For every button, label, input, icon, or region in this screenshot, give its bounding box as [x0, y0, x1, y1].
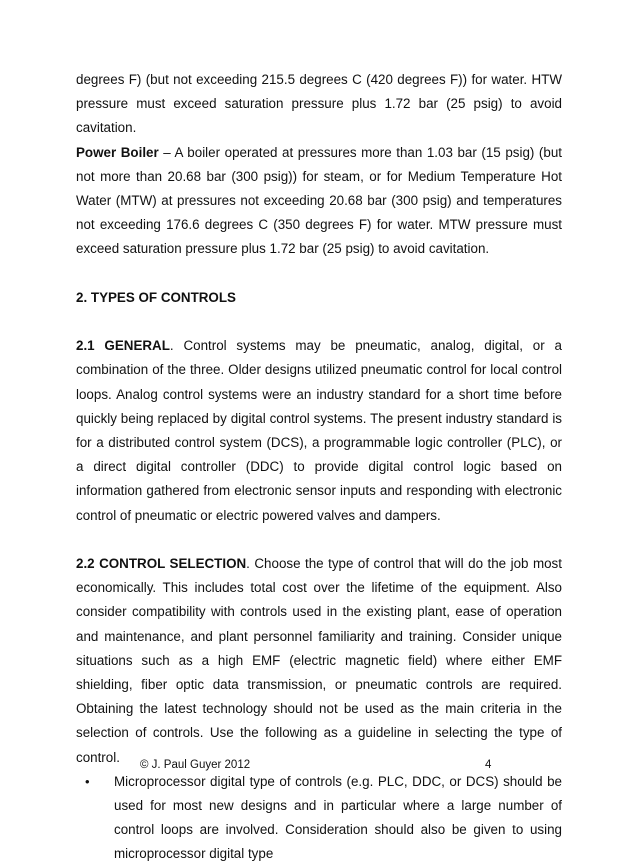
power-boiler-term: Power Boiler: [76, 144, 159, 160]
spacer: [76, 262, 562, 286]
page-number: 4: [485, 759, 492, 771]
power-boiler-definition: [76, 141, 562, 262]
section-2-2-paragraph: [76, 552, 562, 770]
spacer: [76, 528, 562, 552]
section-2-2-label: 2.2 CONTROL SELECTION: [76, 556, 247, 572]
power-boiler-text: – A boiler operated at pressures more than 1.03 bar (15 psig) (but not more than 20.68 bar (300 psig)) for steam, or for Medium Temperature Hot Water (MTW) at pressures not exceeding 20.68 bar (300 psig) and temperatures not exceeding 176.6 degrees C (350 degrees F) for water. MTW pressure must exceed saturation pressure plus 1.72 bar (25 psig) to avoid cavitation.: [76, 144, 562, 257]
section-2-1-paragraph: [76, 334, 562, 528]
intro-paragraph: degrees F) (but not exceeding 215.5 degrees C (420 degrees F)) for water. HTW pressure must exceed saturation pressure plus 1.72 bar (25 psig) to avoid cavitation.: [76, 72, 562, 136]
list-item: [85, 770, 562, 867]
spacer: [76, 310, 562, 334]
document-page: [76, 68, 562, 867]
section-2-1-label: 2.1 GENERAL: [76, 338, 170, 354]
footer-copyright: © J. Paul Guyer 2012: [140, 759, 251, 771]
bullet-text: Microprocessor digital type of controls (e.g. PLC, DDC, or DCS) should be used for most new designs and in particular where a large number of control loops are involved. Consideration should also be given to using microprocessor digital type: [114, 773, 562, 862]
bullet-marker: •: [85, 773, 90, 789]
bullet-list: [76, 770, 562, 867]
section-2-heading: 2. TYPES OF CONTROLS: [76, 289, 236, 305]
section-2-2-text: . Choose the type of control that will do the job most economically. This includes total cost over the lifetime of the equipment. Also consider compatibility with controls used in the existing plant, ease of operation and maintenance, and plant personnel familiarity and training. Consider unique situations such as a high EMF (electric magnetic field) where either EMF shielding, fiber optic data transmission, or pneumatic controls are required. Obtaining the latest technology should not be used as the main criteria in the selection of controls. Use the following as a guideline in selecting the type of control.: [76, 556, 562, 765]
section-2-1-text: . Control systems may be pneumatic, analog, digital, or a combination of the three. Older designs utilized pneumatic control for local control loops. Analog control systems were an industry standard for a short time before quickly being replaced by digital control systems. The present industry standard is for a distributed control system (DCS), a programmable logic controller (PLC), or a direct digital controller (DDC) to provide digital control logic based on information gathered from electronic sensor inputs and responding with electronic control of pneumatic or electric powered valves and dampers.: [76, 338, 562, 523]
